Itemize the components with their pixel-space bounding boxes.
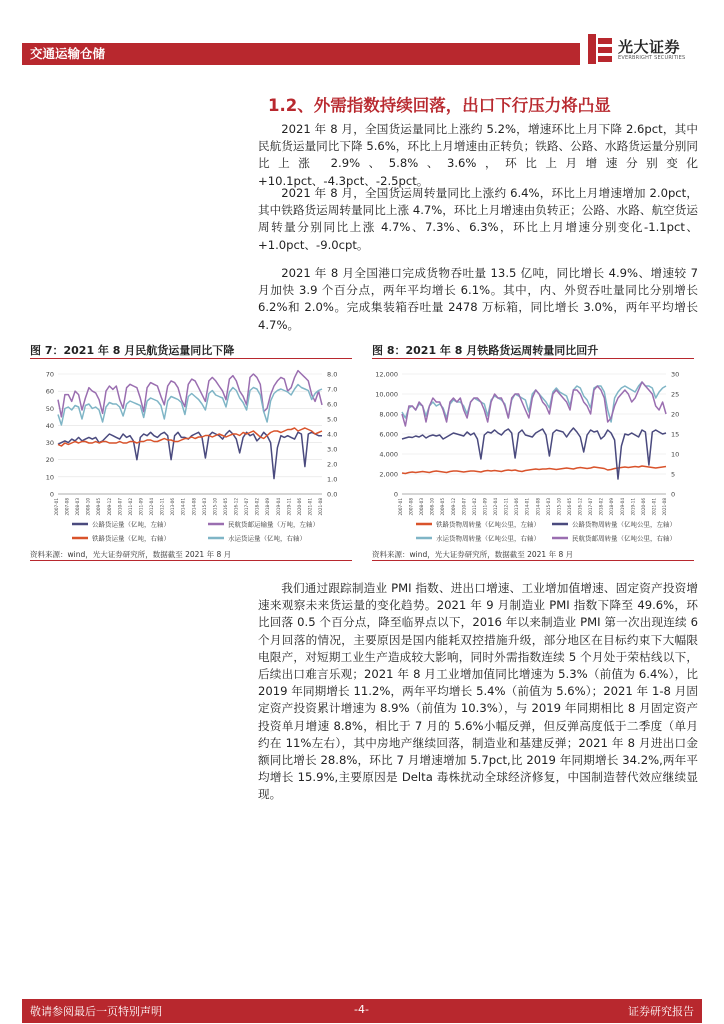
legend-label: 公路货物周转量（亿吨公里，左轴） (572, 520, 676, 529)
x-tick-label: 2009-05 (96, 498, 102, 516)
legend-label: 民航货邮运输量（万吨，左轴） (228, 520, 319, 529)
x-tick-label: 2021-08 (662, 498, 667, 516)
figure-8-source: 资料来源：wind，光大证券研究所，数据截至 2021 年 8 月 (372, 550, 574, 559)
legend-label: 水运货物周转量（亿吨公里，右轴） (436, 534, 540, 543)
x-tick-label: 2010-07 (117, 498, 123, 516)
x-tick-label: 2021-01 (651, 498, 657, 516)
y-left-tick-label: 10 (45, 473, 54, 482)
y-right-tick-label: 4.0 (327, 430, 338, 439)
y-left-tick-label: 2,000 (379, 470, 398, 479)
y-left-tick-label: 0 (393, 490, 398, 499)
x-tick-label: 2011-02 (471, 498, 477, 516)
x-tick-label: 2011-09 (138, 498, 144, 516)
x-tick-label: 2020-06 (640, 498, 646, 516)
x-tick-label: 2015-03 (545, 498, 551, 516)
x-tick-label: 2016-05 (566, 498, 572, 516)
x-tick-label: 2016-12 (233, 498, 239, 516)
y-left-tick-label: 0 (49, 490, 54, 499)
x-tick-label: 2016-05 (222, 498, 228, 516)
x-tick-label: 2014-01 (524, 498, 530, 516)
footer-report-type: 证券研究报告 (628, 1005, 694, 1018)
y-right-tick-label: 20 (671, 410, 680, 419)
figure-7-chart (22, 362, 352, 547)
legend-label: 公路货运量（亿吨，左轴） (92, 520, 170, 529)
series-line (402, 382, 666, 426)
x-tick-label: 2018-09 (265, 498, 271, 516)
x-tick-label: 2008-10 (85, 498, 91, 516)
x-tick-label: 2010-07 (461, 498, 467, 516)
x-tick-label: 2019-11 (286, 498, 292, 516)
figure-7-source-divider (30, 560, 352, 561)
x-tick-label: 2009-12 (450, 498, 456, 516)
x-tick-label: 2014-08 (191, 498, 197, 516)
y-left-tick-label: 10,000 (375, 390, 398, 399)
x-tick-label: 2019-04 (619, 498, 625, 516)
y-right-tick-label: 8.0 (327, 370, 338, 379)
series-line (402, 466, 666, 474)
figure-7-source: 资料来源：wind，光大证券研究所，数据截至 2021 年 8 月 (30, 550, 232, 559)
legend-label: 铁路货物周转量（亿吨公里，左轴） (436, 520, 540, 529)
x-tick-label: 2007-08 (64, 498, 70, 516)
x-tick-label: 2018-09 (609, 498, 615, 516)
series-line (58, 371, 322, 417)
x-tick-label: 2017-07 (244, 498, 250, 516)
x-tick-label: 2008-03 (419, 498, 425, 516)
x-tick-label: 2018-02 (598, 498, 604, 516)
legend-label: 铁路货运量（亿吨，右轴） (92, 534, 170, 543)
y-right-tick-label: 5.0 (327, 415, 338, 424)
y-right-tick-label: 10 (671, 450, 680, 459)
y-right-tick-label: 6.0 (327, 400, 338, 409)
x-tick-label: 2017-07 (588, 498, 594, 516)
section-title: 1.2、外需指数持续回落，出口下行压力将凸显 (268, 96, 611, 115)
figure-8-title: 图 8：2021 年 8 月铁路货运周转量同比回升 (372, 344, 599, 357)
section-label: 交通运输仓储 (30, 46, 106, 61)
page-header (0, 0, 724, 70)
x-tick-label: 2009-12 (106, 498, 112, 516)
figure-8-divider (372, 358, 694, 359)
series-line (402, 382, 666, 422)
y-right-tick-label: 5 (671, 470, 676, 479)
logo-subtitle: EVERBRIGHT SECURITIES (618, 55, 686, 61)
paragraph-leading-indicators: 我们通过跟踪制造业 PMI 指数、进出口增速、工业增加值增速、固定资产投资增速来观察未来货运量的变化趋势。2021 年 9 月制造业 PMI 指数下降至 49.6%，环比回落 0.5 个百分点，降至临界点以下，2016 年以来制造业 PMI 第一次出现连续 6 个月回落的情况，主要原因是国内能耗双控措施升级，部分地区在目标约束下大幅限电限产，对短期工业生产造成较大影响，同时外需指数连续 5 个月处于荣枯线以下，后续出口难言乐观；2021 年 8 月工业增加值同比增速为 5.3%（前值为 6.4%），比 2019 年同期增长 11.2%，两年平均增长 5.4%（前值为 5.6%）；2021 年 1-8 月固定资产投资累计增速为 8.9%（前值为 10.3%），与 2019 年同期相比 8 月固定资产投资单月增速 8.8%，相比于 7 月的 5.6%小幅反弹，但反弹高度低于二季度（单月约在 11%左右），其中房地产继续回落，制造业和基建反弹；2021 年 8 月进出口金额同比增长 28.8%，环比 7 月增速增加 5.7pct,比 2019 年同期增长 34.2%,两年平均增长 15.9%,主要原因是 Delta 毒株扰动全球经济修复，中国制造替代效应继续显现。 (258, 581, 698, 802)
y-right-tick-label: 3.0 (327, 445, 338, 454)
figure-7-divider (30, 358, 352, 359)
x-tick-label: 2014-01 (180, 498, 186, 516)
x-tick-label: 2008-03 (75, 498, 81, 516)
x-tick-label: 2012-04 (149, 498, 155, 516)
logo-name: 光大证券 (618, 38, 681, 56)
x-tick-label: 2013-06 (514, 498, 520, 516)
figure-8-chart (366, 362, 696, 547)
x-tick-label: 2015-10 (212, 498, 218, 516)
company-logo (588, 34, 708, 68)
x-tick-label: 2007-01 (398, 498, 403, 516)
figure-7-svg (22, 362, 352, 547)
x-tick-label: 2018-02 (254, 498, 260, 516)
x-tick-label: 2019-11 (630, 498, 636, 516)
series-line (58, 385, 322, 426)
y-right-tick-label: 30 (671, 370, 680, 379)
y-left-tick-label: 30 (45, 439, 54, 448)
logo-mark-icon (588, 34, 614, 64)
y-left-tick-label: 40 (45, 421, 54, 430)
y-left-tick-label: 4,000 (379, 450, 398, 459)
figure-8-source-divider (372, 560, 694, 561)
legend-label: 水运货运量（亿吨，右轴） (228, 534, 306, 543)
y-right-tick-label: 15 (671, 430, 680, 439)
footer-disclaimer: 敬请参阅最后一页特别声明 (30, 1005, 162, 1018)
page-number: -4- (354, 1003, 369, 1016)
x-tick-label: 2016-12 (577, 498, 583, 516)
x-tick-label: 2008-10 (429, 498, 435, 516)
x-tick-label: 2007-01 (54, 498, 59, 516)
x-tick-label: 2012-04 (493, 498, 499, 516)
paragraph-freight-volume: 2021 年 8 月，全国货运量同比上涨约 5.2%，增速环比上月下降 2.6pct，其中民航货运量同比下降 5.6%，环比上月增速由正转负；铁路、公路、水路货运量分别同比上涨 2.9%、5.8%、3.6%，环比上月增速分别变化+10.1pct、-4.3pct、-2.5pct。 (258, 122, 698, 188)
y-left-tick-label: 50 (45, 404, 54, 413)
y-right-tick-label: 2.0 (327, 460, 338, 469)
header-bar (22, 43, 580, 65)
x-tick-label: 2012-11 (159, 498, 165, 516)
x-tick-label: 2009-05 (440, 498, 446, 516)
y-right-tick-label: 25 (671, 390, 680, 399)
x-tick-label: 2012-11 (503, 498, 509, 516)
x-tick-label: 2013-06 (170, 498, 176, 516)
y-right-tick-label: 0.0 (327, 490, 338, 499)
y-left-tick-label: 70 (45, 370, 54, 379)
x-tick-label: 2011-09 (482, 498, 488, 516)
x-tick-label: 2007-08 (408, 498, 414, 516)
y-right-tick-label: 0 (671, 490, 676, 499)
figure-8-svg (366, 362, 696, 547)
x-tick-label: 2019-04 (275, 498, 281, 516)
y-left-tick-label: 6,000 (379, 430, 398, 439)
y-right-tick-label: 1.0 (327, 475, 338, 484)
y-left-tick-label: 20 (45, 456, 54, 465)
y-right-tick-label: 7.0 (327, 385, 338, 394)
y-left-tick-label: 8,000 (379, 410, 398, 419)
figure-7-title: 图 7：2021 年 8 月民航货运量同比下降 (30, 344, 235, 357)
paragraph-port-throughput: 2021 年 8 月全国港口完成货物吞吐量 13.5 亿吨，同比增长 4.9%、增速较 7 月加快 3.9 个百分点，两年平均增长 6.1%。其中，内、外贸吞吐量同比分别增长 6.2%和 2.0%。完成集装箱吞吐量 2478 万标箱，同比增长 3.0%，两年平均增长 4.7%。 (258, 266, 698, 332)
x-tick-label: 2021-01 (307, 498, 313, 516)
x-tick-label: 2011-02 (127, 498, 133, 516)
x-tick-label: 2014-08 (535, 498, 541, 516)
x-tick-label: 2015-10 (556, 498, 562, 516)
x-tick-label: 2020-06 (296, 498, 302, 516)
y-left-tick-label: 60 (45, 387, 54, 396)
paragraph-freight-turnover: 2021 年 8 月，全国货运周转量同比上涨约 6.4%，环比上月增速增加 2.0pct，其中铁路货运周转量同比上涨 4.7%，环比上月增速由负转正；公路、水路、航空货运周转量分别同比上涨 4.7%、7.3%、6.3%，环比上月增速分别变化-1.1pct、+1.0pct、-9.0cpt。 (258, 186, 698, 252)
legend-label: 民航货邮周转量（亿吨公里，右轴） (572, 534, 676, 543)
x-tick-label: 2015-03 (201, 498, 207, 516)
x-tick-label: 2021-08 (318, 498, 323, 516)
y-left-tick-label: 12,000 (375, 370, 398, 379)
